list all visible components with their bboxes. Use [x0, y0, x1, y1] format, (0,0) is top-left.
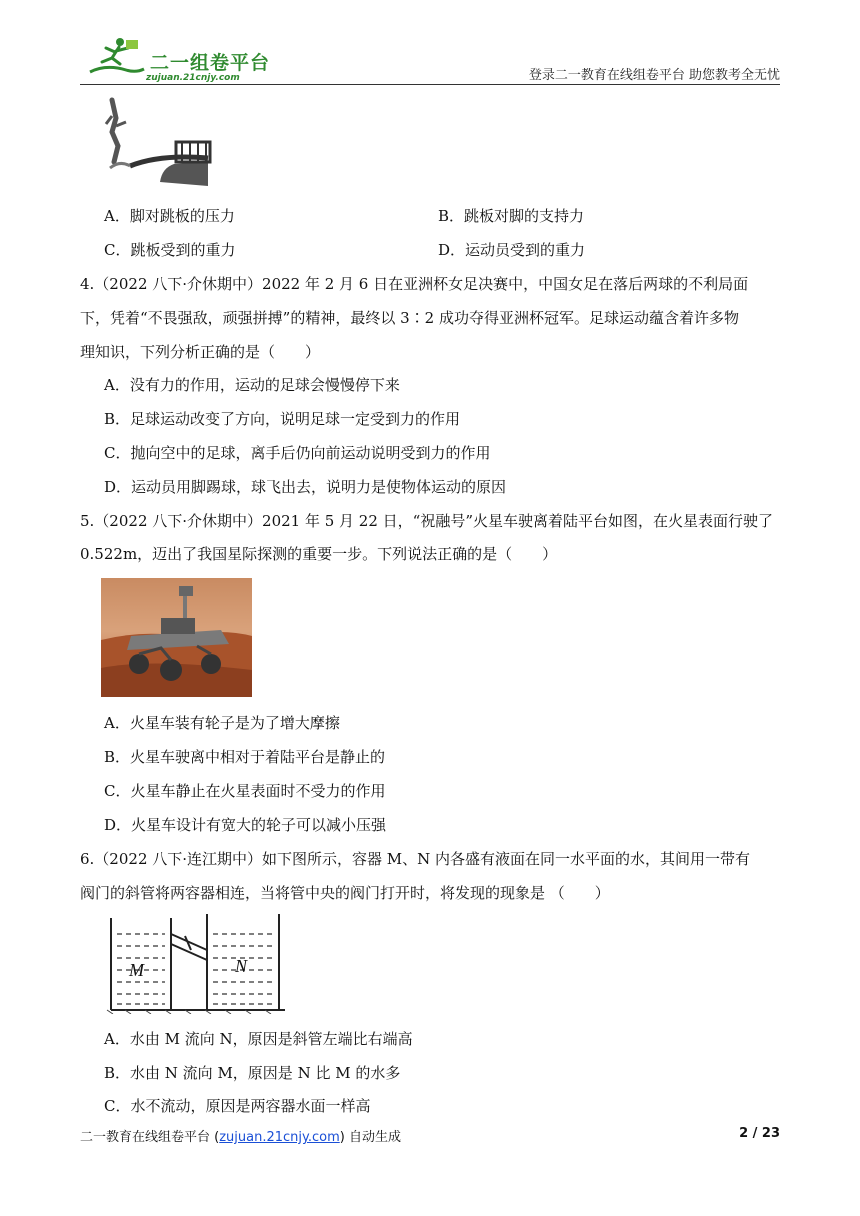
- q5-stem-line-1: 5.（2022 八下·介休期中）2021 年 5 月 22 日，“祝融号”火星车驶离着陆平台如图，在火星表面行驶了: [80, 512, 774, 530]
- q3-option-a: A．脚对跳板的压力: [104, 207, 235, 225]
- q4-option-b: B．足球运动改变了方向，说明足球一定受到力的作用: [104, 410, 461, 428]
- q6-stem-line-2: 阀门的斜管将两容器相连，当将管中央的阀门打开时，将发现的现象是 （ ）: [80, 884, 610, 902]
- page-number: 2 / 23: [739, 1126, 780, 1141]
- footer-suffix: ) 自动生成: [339, 1130, 401, 1145]
- mars-rover-photo: [101, 578, 252, 697]
- container-n-label: N: [235, 956, 248, 976]
- footer-prefix: 二一教育在线组卷平台 (: [80, 1130, 220, 1145]
- q6-option-a: A．水由 M 流向 N，原因是斜管左端比右端高: [104, 1030, 413, 1048]
- logo-text: 二一组卷平台: [150, 52, 271, 74]
- q3-option-c: C．跳板受到的重力: [104, 241, 236, 259]
- container-m-label: M: [129, 960, 144, 980]
- q4-stem-line-2: 下，凭着“不畏强敌，顽强拼搏”的精神，最终以 3∶2 成功夺得亚洲杯冠军。足球运动蕴含着许多物: [80, 309, 739, 327]
- q5-stem-line-2: 0.522m，迈出了我国星际探测的重要一步。下列说法正确的是（ ）: [80, 545, 558, 563]
- q5-option-c: C．火星车静止在火星表面时不受力的作用: [104, 782, 386, 800]
- q4-option-d: D．运动员用脚踢球，球飞出去，说明力是使物体运动的原因: [104, 478, 507, 496]
- q3-option-b: B．跳板对脚的支持力: [438, 207, 585, 225]
- q4-option-a: A．没有力的作用，运动的足球会慢慢停下来: [104, 376, 400, 394]
- q4-option-c: C．抛向空中的足球，离手后仍向前运动说明受到力的作用: [104, 444, 491, 462]
- q5-option-d: D．火星车设计有宽大的轮子可以减小压强: [104, 816, 387, 834]
- q4-stem-line-1: 4.（2022 八下·介休期中）2022 年 2 月 6 日在亚洲杯女足决赛中，中国女足在落后两球的不利局面: [80, 275, 749, 293]
- footer-source: [80, 1126, 401, 1145]
- header-slogan: 登录二一教育在线组卷平台 助您教考全无忧: [528, 68, 780, 83]
- diving-figure: [100, 96, 212, 190]
- containers-figure: [105, 910, 291, 1014]
- q4-stem-line-3: 理知识，下列分析正确的是（ ）: [80, 343, 321, 361]
- logo-subtext: zujuan.21cnjy.com: [146, 73, 240, 83]
- q6-option-c: C．水不流动，原因是两容器水面一样高: [104, 1097, 371, 1115]
- runner-logo-icon: [86, 36, 146, 78]
- q6-stem-line-1: 6.（2022 八下·连江期中）如下图所示，容器 M、N 内各盛有液面在同一水平面的水，其间用一带有: [80, 850, 751, 868]
- q5-option-a: A．火星车装有轮子是为了增大摩擦: [104, 714, 340, 732]
- q5-option-b: B．火星车驶离中相对于着陆平台是静止的: [104, 748, 386, 766]
- q6-option-b: B．水由 N 流向 M，原因是 N 比 M 的水多: [104, 1064, 401, 1082]
- q3-option-d: D．运动员受到的重力: [438, 241, 586, 259]
- footer-link[interactable]: zujuan.21cnjy.com: [219, 1130, 340, 1145]
- header-logo[interactable]: [86, 36, 146, 78]
- header-divider: [80, 84, 780, 85]
